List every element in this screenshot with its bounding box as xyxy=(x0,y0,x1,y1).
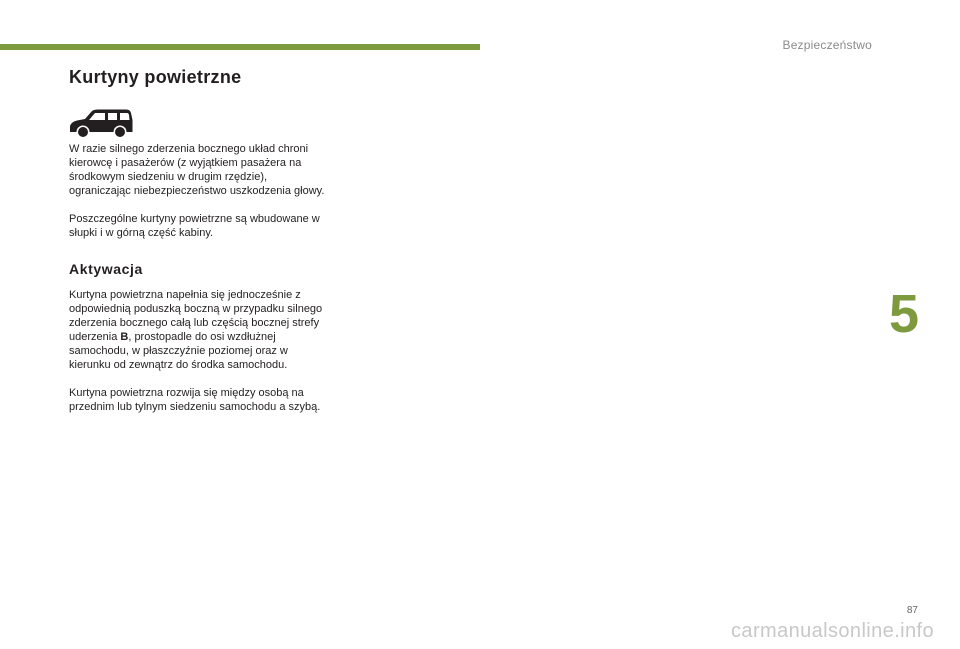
activation-text-end: , prostopadle do osi wzdłużnej samochodu, w płaszczyźnie poziomej oraz w kierunku od zewnątrz do środka samochodu. xyxy=(69,330,288,371)
header-accent-bar xyxy=(0,44,480,50)
watermark: carmanualsonline.info xyxy=(731,620,934,642)
activation-text-start: Kurtyna powietrzna napełnia się jednocześnie z odpowiednią poduszką boczną w przypadku silnego zderzenia bocznego całą lub częścią bocznej strefy uderzenia xyxy=(69,289,323,343)
activation-paragraph xyxy=(69,289,329,372)
car-side-icon xyxy=(68,107,134,139)
chapter-number: 5 xyxy=(889,284,920,344)
activation-zone-label: B xyxy=(120,330,129,343)
chapter-title: Bezpieczeństwo xyxy=(782,38,872,52)
section-heading-activation: Aktywacja xyxy=(69,261,143,277)
intro-paragraph: W razie silnego zderzenia bocznego układ chroni kierowcę i pasażerów (z wyjątkiem pasażera na środkowym siedzeniu w drugim rzędzie), ograniczając niebezpieczeństwo uszkodzenia głowy. xyxy=(69,143,325,197)
intro-paragraph-2: Poszczególne kurtyny powietrzne są wbudowane w słupki i w górną część kabiny. xyxy=(69,213,320,239)
activation-paragraph-2: Kurtyna powietrzna rozwija się między osobą na przednim lub tylnym siedzeniu samochodu a szybą. xyxy=(69,387,321,413)
page-number: 87 xyxy=(906,605,918,616)
page-title: Kurtyny powietrzne xyxy=(69,67,242,87)
